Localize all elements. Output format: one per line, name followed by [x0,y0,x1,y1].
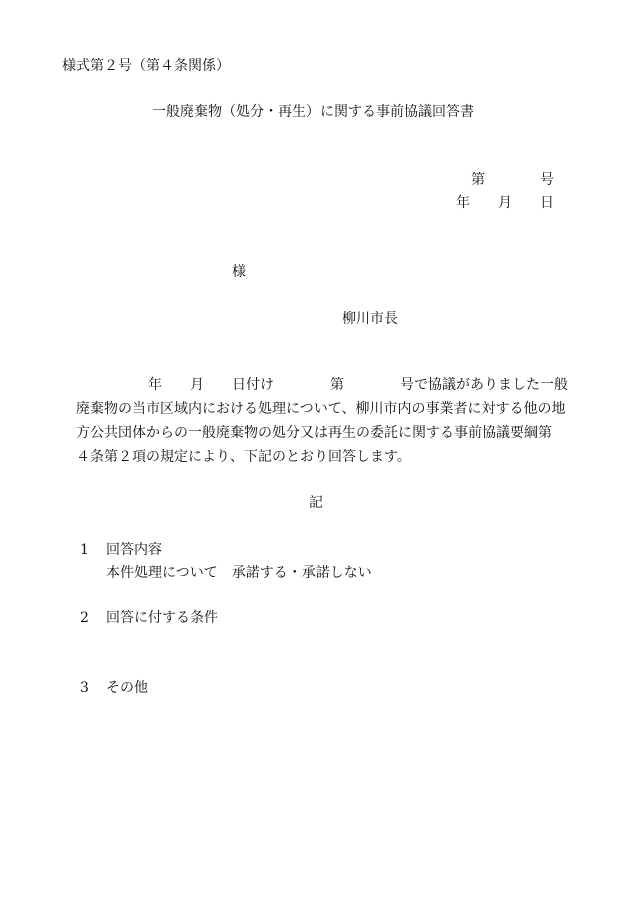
item-title: その他 [106,680,148,696]
body-line1-rest: 号で協議がありました一般 [400,377,568,393]
body-line1-dai: 第 [330,377,344,393]
sender-name: 柳川市長 [342,311,398,327]
date-month-label: 月 [498,195,512,211]
date-year-label: 年 [456,195,470,211]
body-line4: ４条第２項の規定により、下記のとおり回答します。 [76,449,411,465]
item-detail: 本件処理について 承諾する・承諾しない [106,565,372,581]
item-title: 回答内容 [106,542,162,558]
item-number: 3 [80,680,89,696]
body-line1-date: 日付け [232,377,274,393]
item-number: 1 [80,542,89,558]
document-title: 一般廃棄物（処分・再生）に関する事前協議回答書 [152,104,474,120]
document-number-dai: 第 [471,172,485,188]
body-line3: 方公共団体からの一般廃棄物の処分又は再生の委託に関する事前協議要綱第 [76,425,552,441]
document-number-go: 号 [540,172,554,188]
item-number: 2 [80,610,89,626]
body-line2: 廃棄物の当市区域内における処理について、柳川市内の事業者に対する他の地 [76,401,566,417]
body-line1-month: 月 [190,377,204,393]
addressee-honorific: 様 [232,264,246,280]
body-line1-year: 年 [148,377,162,393]
form-label: 様式第２号（第４条関係） [62,58,230,74]
item-title: 回答に付する条件 [106,610,218,626]
ki-heading: 記 [309,495,323,511]
date-day-label: 日 [540,195,554,211]
